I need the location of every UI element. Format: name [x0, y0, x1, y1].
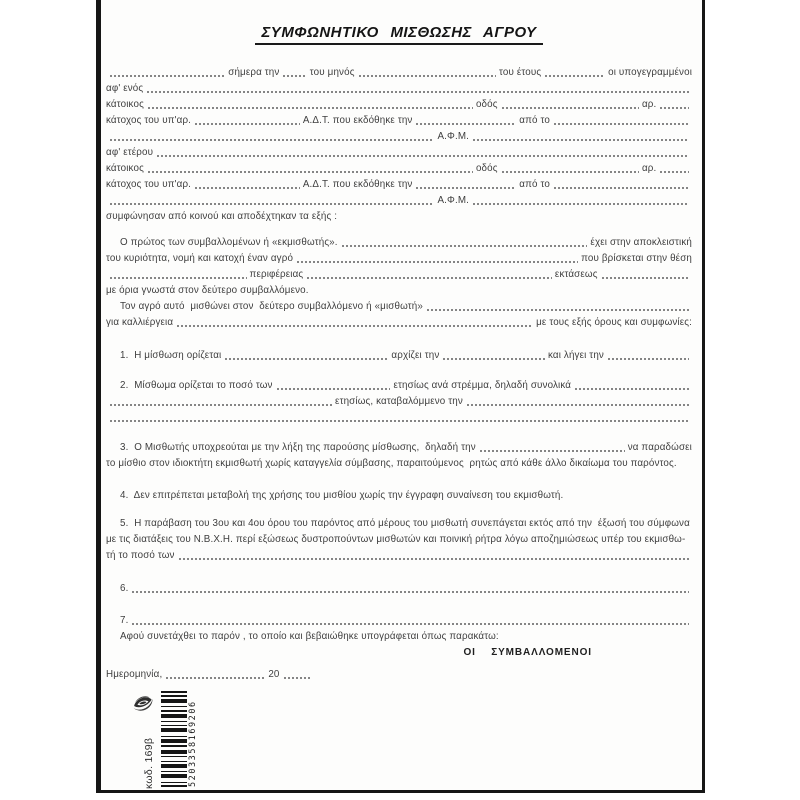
dotted-blank	[341, 245, 588, 247]
barcode-bars-icon	[161, 691, 187, 787]
form-text: από το	[519, 115, 550, 126]
form-text: 7.	[120, 615, 129, 626]
form-text: με τους εξής όρους και συμφωνίες:	[536, 317, 692, 328]
dotted-blank	[109, 420, 689, 422]
form-text: του μηνός	[309, 67, 355, 78]
dotted-blank	[131, 623, 689, 625]
form-line	[106, 298, 692, 314]
form-text: το μίσθιο στον ιδιοκτήτη εκμισθωτή χωρίς καταγγελία σύμβασης, παραιτούμενος ρητώς από κάθε άλλο δικαίωμα του παρόντος.	[106, 458, 677, 469]
dotted-blank	[426, 309, 689, 311]
dotted-blank	[109, 277, 247, 279]
form-line	[106, 393, 692, 409]
publisher-logo-icon	[129, 691, 158, 719]
form-text: εκτάσεως	[554, 269, 598, 280]
form-line	[106, 234, 692, 250]
form-text: Τον αγρό αυτό μισθώνει στον δεύτερο συμβαλλόμενο ή «μισθωτή»	[120, 301, 423, 312]
form-text: κάτοικος	[106, 163, 144, 174]
form-text: 5. Η παράβαση του 3ου και 4ου όρου του παρόντος από μέρους του μισθωτή συνεπάγεται εκτός από την έξωσή του σύμφωνα	[120, 518, 690, 529]
form-text: Α.Φ.Μ.	[437, 195, 470, 206]
form-text: Ο πρώτος των συμβαλλομένων ή «εκμισθωτής».	[120, 237, 338, 248]
form-line	[106, 314, 692, 330]
form-text: 20	[268, 669, 280, 680]
dotted-blank	[109, 139, 434, 141]
form-line	[106, 515, 692, 531]
dotted-blank	[553, 123, 689, 125]
dotted-blank	[601, 277, 689, 279]
form-text: ετησίως, καταβαλόμμενο την	[335, 396, 463, 407]
form-text: κάτοικος	[106, 99, 144, 110]
dotted-blank	[194, 187, 300, 189]
form-text: οδός	[475, 163, 498, 174]
dotted-blank	[479, 450, 625, 452]
form-text: και λήγει την	[547, 350, 604, 361]
form-text: Α.Φ.Μ.	[437, 131, 470, 142]
form-text: αρ.	[641, 163, 657, 174]
form-line	[106, 160, 692, 176]
form-line	[106, 192, 692, 208]
dotted-blank	[282, 75, 306, 77]
form-line	[106, 531, 692, 547]
form-text: 3. Ο Μισθωτής υποχρεούται με την λήξη της παρούσης μίσθωσης, δηλαδή την	[120, 442, 476, 453]
form-line	[106, 377, 692, 393]
form-text: έχει στην αποκλειστική	[590, 237, 692, 248]
dotted-blank	[109, 404, 332, 406]
form-text: που βρίσκεται στην θέση	[581, 253, 692, 264]
form-line	[106, 176, 692, 192]
form-text: ετησίως ανά στρέμμα, δηλαδή συνολικά	[393, 380, 572, 391]
dotted-blank	[544, 75, 605, 77]
form-text: 6.	[120, 583, 129, 594]
form-text: για καλλιέργεια	[106, 317, 174, 328]
form-text: κάτοχος του υπ'αρ.	[106, 115, 192, 126]
dotted-blank	[501, 171, 639, 173]
barcode	[161, 691, 199, 787]
dotted-blank	[276, 388, 391, 390]
form-line	[106, 96, 692, 112]
dotted-blank	[306, 277, 552, 279]
product-code-label: κωδ. 169β	[143, 737, 155, 789]
dotted-blank	[574, 388, 689, 390]
dotted-blank	[178, 558, 689, 560]
dotted-blank	[165, 677, 265, 679]
form-text: κάτοχος του υπ'αρ.	[106, 179, 192, 190]
form-text: Α.Δ.Τ. που εκδόθηκε την	[302, 115, 413, 126]
form-text: 1. Η μίσθωση ορίζεται	[120, 350, 222, 361]
form-line	[106, 644, 692, 660]
form-text: ΟΙ ΣΥΜΒΑΛΛΟΜΕΝΟΙ	[463, 647, 592, 658]
form-text: 2. Μίσθωμα ορίζεται το ποσό των	[120, 380, 273, 391]
form-line	[106, 487, 692, 503]
form-text: οι υπογεγραμμένοι	[608, 67, 693, 78]
form-line	[106, 80, 692, 96]
form-line	[106, 409, 692, 425]
dotted-blank	[607, 358, 689, 360]
dotted-blank	[553, 187, 689, 189]
form-line	[106, 64, 692, 80]
form-text: με τις διατάξεις του Ν.Β.Χ.Η. περί εξώσεως δυστροπούντων μισθωτών και ποινική ρήτρα λόγω αποζημιώσεως υπέρ του εκμισθω-	[106, 534, 686, 545]
dotted-blank	[296, 261, 578, 263]
form-text: αφ' ετέρου	[106, 147, 154, 158]
dotted-blank	[472, 139, 689, 141]
dotted-blank	[109, 75, 225, 77]
form-line	[106, 112, 692, 128]
dotted-blank	[147, 107, 473, 109]
dotted-blank	[109, 203, 434, 205]
form-line	[106, 347, 692, 363]
form-text: με όρια γνωστά στον δεύτερο συμβαλλόμενο.	[106, 285, 309, 296]
form-text: συμφώνησαν από κοινού και αποδέχτηκαν τα εξής :	[106, 211, 338, 222]
form-text: περιφέρειας	[249, 269, 304, 280]
form-line	[106, 547, 692, 563]
form-lines	[106, 64, 692, 682]
form-text: τή το ποσό των	[106, 550, 175, 561]
form-line	[106, 439, 692, 455]
dotted-blank	[415, 123, 516, 125]
barcode-digits: 5203358169206	[188, 700, 198, 787]
form-text: οδός	[475, 99, 498, 110]
form-text: του κυριότητα, νομή και κατοχή έναν αγρό	[106, 253, 294, 264]
title-row	[106, 24, 692, 45]
dotted-blank	[283, 677, 311, 679]
dotted-blank	[472, 203, 689, 205]
form-line	[106, 144, 692, 160]
form-line	[106, 250, 692, 266]
page-title: ΣΥΜΦΩΝΗΤΙΚΟ ΜΙΣΘΩΣΗΣ ΑΓΡΟΥ	[255, 24, 542, 45]
form-text: του έτους	[498, 67, 542, 78]
dotted-blank	[176, 325, 533, 327]
form-line	[106, 580, 692, 596]
form-line	[106, 208, 692, 224]
form-line	[106, 455, 692, 471]
form-text: Αφού συνετάχθει το παρόν , το οποίο και βεβαιώθηκε υπογράφεται όπως παρακάτω:	[120, 631, 499, 642]
form-text: αρ.	[641, 99, 657, 110]
form-text: από το	[519, 179, 550, 190]
dotted-blank	[442, 358, 545, 360]
dotted-blank	[194, 123, 300, 125]
form-text: αφ' ενός	[106, 83, 144, 94]
dotted-blank	[659, 171, 689, 173]
form-line	[106, 282, 692, 298]
dotted-blank	[224, 358, 388, 360]
form-text: Ημερομηνία,	[106, 669, 163, 680]
form-line	[106, 666, 692, 682]
document-page	[96, 0, 705, 793]
form-line	[106, 128, 692, 144]
dotted-blank	[659, 107, 689, 109]
dotted-blank	[415, 187, 516, 189]
form-line	[106, 266, 692, 282]
dotted-blank	[358, 75, 496, 77]
form-line	[106, 612, 692, 628]
dotted-blank	[147, 171, 473, 173]
form-text: Α.Δ.Τ. που εκδόθηκε την	[302, 179, 413, 190]
form-text: αρχίζει την	[391, 350, 440, 361]
dotted-blank	[466, 404, 689, 406]
dotted-blank	[156, 155, 689, 157]
form-text: να παραδώσει	[627, 442, 692, 453]
dotted-blank	[131, 591, 689, 593]
form-text: σήμερα την	[228, 67, 280, 78]
form-text: 4. Δεν επιτρέπεται μεταβολή της χρήσης του μισθίου χωρίς την έγγραφη συναίνεση του εκμισθωτή.	[120, 490, 564, 501]
form-line	[106, 628, 692, 644]
dotted-blank	[146, 91, 689, 93]
dotted-blank	[501, 107, 639, 109]
